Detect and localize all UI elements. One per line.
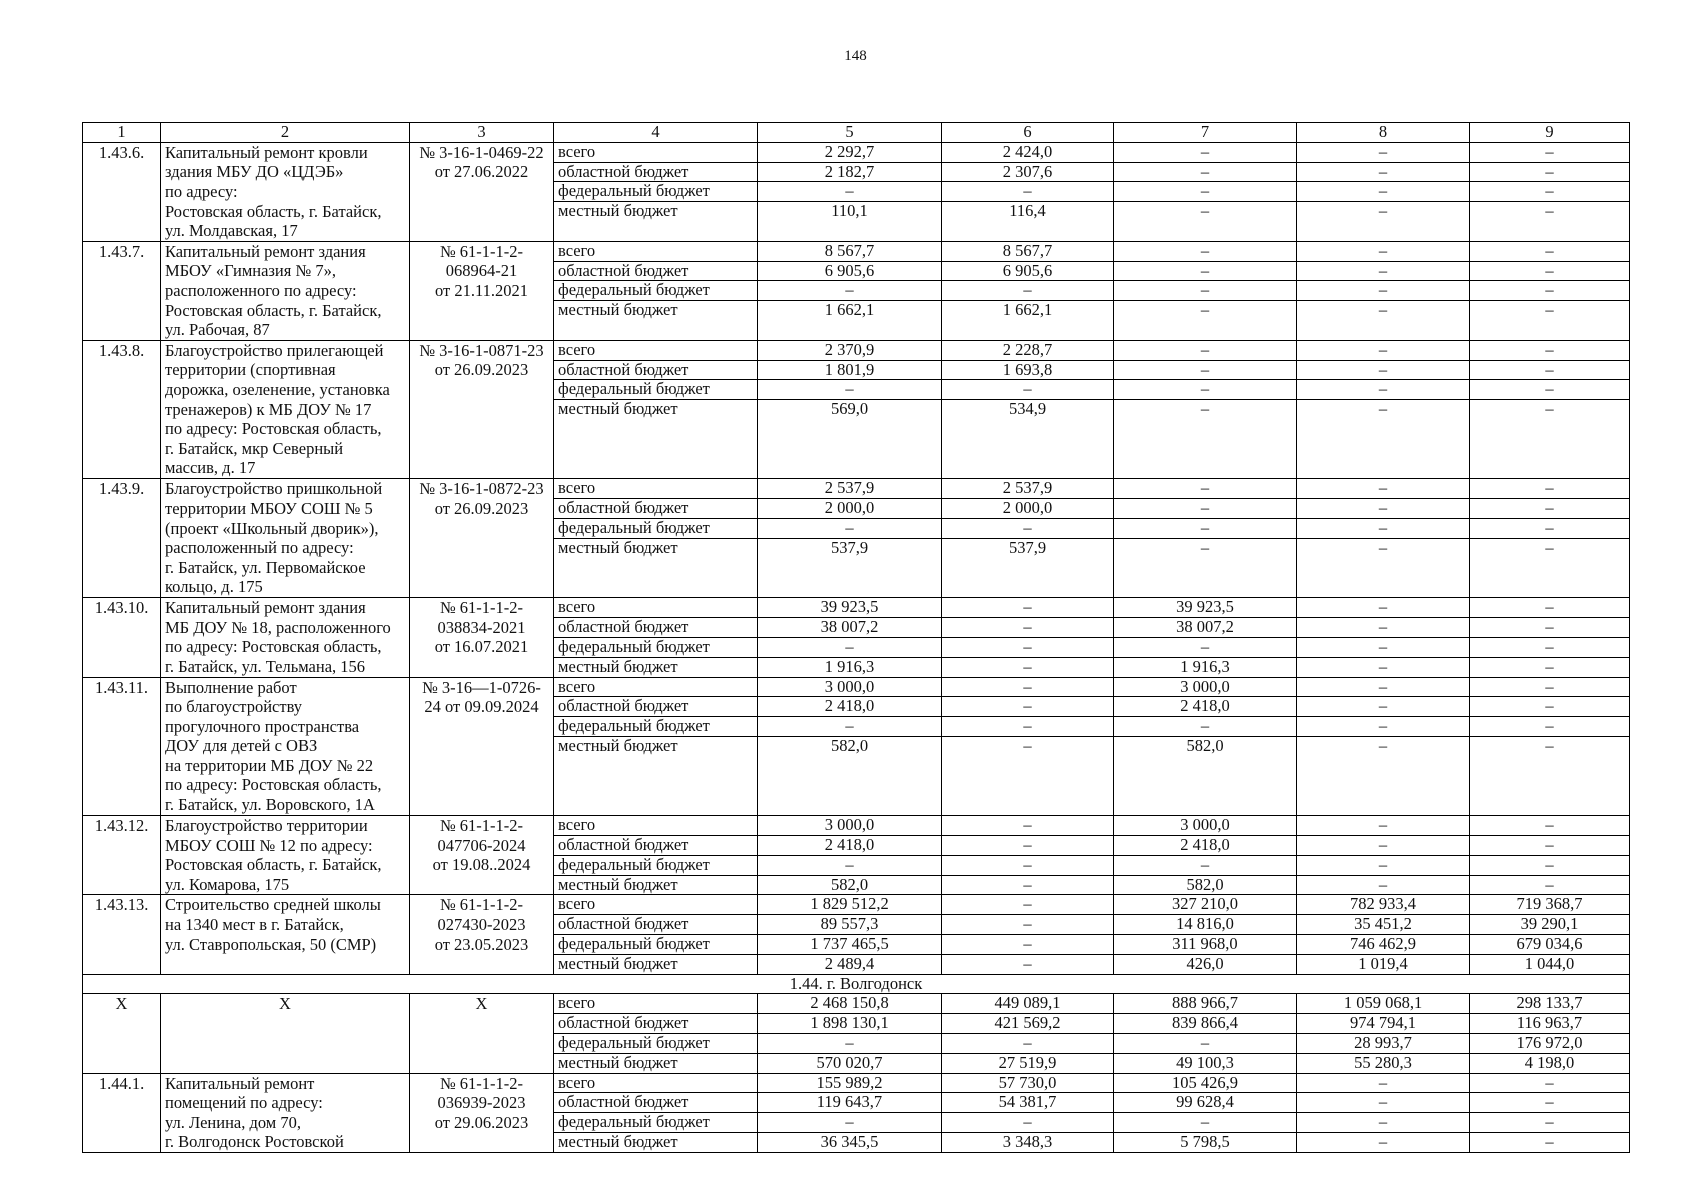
column-header: 5	[758, 123, 942, 143]
funding-value: –	[1470, 1133, 1630, 1153]
funding-source: областной бюджет	[554, 915, 758, 935]
funding-value: 14 816,0	[1114, 915, 1297, 935]
column-header: 6	[942, 123, 1114, 143]
funding-value: –	[1297, 875, 1470, 895]
column-header: 4	[554, 123, 758, 143]
funding-value: 36 345,5	[758, 1133, 942, 1153]
funding-value: 534,9	[942, 400, 1114, 479]
funding-source: местный бюджет	[554, 1133, 758, 1153]
funding-value: –	[1114, 479, 1297, 499]
funding-value: 2 182,7	[758, 162, 942, 182]
funding-value: 2 418,0	[1114, 835, 1297, 855]
item-description: Капитальный ремонт помещений по адресу: ул. Ленина, дом 70, г. Волгодонск Ростовской	[161, 1073, 410, 1152]
funding-value: –	[758, 182, 942, 202]
funding-value: –	[1297, 855, 1470, 875]
funding-value: 89 557,3	[758, 915, 942, 935]
funding-source: всего	[554, 994, 758, 1014]
item-row	[83, 241, 1630, 261]
funding-value: 569,0	[758, 400, 942, 479]
funding-source: местный бюджет	[554, 736, 758, 815]
funding-value: 421 569,2	[942, 1014, 1114, 1034]
funding-value: –	[1297, 1133, 1470, 1153]
item-number: 1.43.9.	[83, 479, 161, 598]
funding-value: –	[1297, 162, 1470, 182]
item-description: Капитальный ремонт кровли здания МБУ ДО «ЦДЭБ» по адресу: Ростовская область, г. Батайск, ул. Молдавская, 17	[161, 142, 410, 241]
funding-source: федеральный бюджет	[554, 281, 758, 301]
funding-value: –	[1470, 301, 1630, 341]
funding-source: федеральный бюджет	[554, 1113, 758, 1133]
item-description: Капитальный ремонт здания МБОУ «Гимназия № 7», расположенного по адресу: Ростовская область, г. Батайск, ул. Рабочая, 87	[161, 241, 410, 340]
funding-value: –	[1470, 261, 1630, 281]
funding-value: –	[942, 617, 1114, 637]
funding-value: 582,0	[758, 875, 942, 895]
funding-value: –	[1297, 301, 1470, 341]
funding-value: 1 662,1	[758, 301, 942, 341]
funding-value: 39 290,1	[1470, 915, 1630, 935]
funding-value: –	[942, 935, 1114, 955]
funding-value: –	[942, 1113, 1114, 1133]
funding-value: –	[1297, 142, 1470, 162]
funding-source: всего	[554, 598, 758, 618]
funding-value: –	[1470, 499, 1630, 519]
funding-source: местный бюджет	[554, 301, 758, 341]
funding-source: областной бюджет	[554, 697, 758, 717]
funding-value: 3 000,0	[1114, 816, 1297, 836]
funding-value: –	[1470, 1073, 1630, 1093]
column-header: 8	[1297, 123, 1470, 143]
budget-table	[82, 122, 1630, 1153]
funding-value: –	[1470, 736, 1630, 815]
item-document: № 61-1-1-2- 068964-21 от 21.11.2021	[410, 241, 554, 340]
funding-value: 974 794,1	[1297, 1014, 1470, 1034]
funding-source: местный бюджет	[554, 400, 758, 479]
funding-value: 54 381,7	[942, 1093, 1114, 1113]
funding-value: –	[942, 915, 1114, 935]
funding-value: –	[942, 954, 1114, 974]
item-number: 1.43.7.	[83, 241, 161, 340]
funding-value: 582,0	[1114, 875, 1297, 895]
funding-source: областной бюджет	[554, 261, 758, 281]
item-row	[83, 142, 1630, 162]
funding-value: –	[1297, 202, 1470, 242]
funding-value: –	[758, 1034, 942, 1054]
funding-source: федеральный бюджет	[554, 855, 758, 875]
funding-source: местный бюджет	[554, 538, 758, 597]
funding-value: 57 730,0	[942, 1073, 1114, 1093]
page-number: 148	[844, 48, 867, 64]
funding-value: –	[1470, 697, 1630, 717]
funding-value: –	[1470, 717, 1630, 737]
funding-source: всего	[554, 816, 758, 836]
funding-value: 570 020,7	[758, 1053, 942, 1073]
funding-value: 3 000,0	[758, 816, 942, 836]
item-row	[83, 340, 1630, 360]
funding-value: 746 462,9	[1297, 935, 1470, 955]
funding-source: местный бюджет	[554, 954, 758, 974]
funding-value: –	[1297, 241, 1470, 261]
funding-value: –	[942, 677, 1114, 697]
funding-value: 2 418,0	[758, 835, 942, 855]
funding-value: 2 292,7	[758, 142, 942, 162]
funding-value: 55 280,3	[1297, 1053, 1470, 1073]
funding-value: 327 210,0	[1114, 895, 1297, 915]
funding-value: –	[1297, 518, 1470, 538]
funding-value: –	[1114, 182, 1297, 202]
funding-value: –	[1470, 182, 1630, 202]
funding-value: –	[1114, 518, 1297, 538]
funding-value: 4 198,0	[1470, 1053, 1630, 1073]
item-number: 1.44.1.	[83, 1073, 161, 1152]
item-document: X	[410, 994, 554, 1073]
funding-value: –	[1297, 717, 1470, 737]
funding-value: –	[1470, 617, 1630, 637]
funding-source: областной бюджет	[554, 360, 758, 380]
item-description: Благоустройство территории МБОУ СОШ № 12 по адресу: Ростовская область, г. Батайск, ул. Комарова, 175	[161, 816, 410, 895]
funding-value: 5 798,5	[1114, 1133, 1297, 1153]
funding-value: –	[1470, 479, 1630, 499]
item-document: № 3-16-1-0872-23 от 26.09.2023	[410, 479, 554, 598]
funding-value: –	[1114, 637, 1297, 657]
funding-value: 839 866,4	[1114, 1014, 1297, 1034]
funding-source: областной бюджет	[554, 1093, 758, 1113]
funding-value: –	[942, 875, 1114, 895]
funding-value: 2 228,7	[942, 340, 1114, 360]
item-number: 1.43.10.	[83, 598, 161, 677]
funding-value: –	[942, 855, 1114, 875]
funding-value: 8 567,7	[942, 241, 1114, 261]
funding-value: –	[758, 380, 942, 400]
funding-value: 6 905,6	[942, 261, 1114, 281]
funding-value: 110,1	[758, 202, 942, 242]
funding-value: –	[758, 518, 942, 538]
funding-value: –	[1297, 261, 1470, 281]
funding-value: 2 537,9	[758, 479, 942, 499]
funding-value: –	[942, 598, 1114, 618]
funding-value: –	[1114, 241, 1297, 261]
funding-value: –	[1470, 657, 1630, 677]
funding-value: 888 966,7	[1114, 994, 1297, 1014]
funding-value: –	[1470, 241, 1630, 261]
funding-value: –	[1114, 1113, 1297, 1133]
item-row	[83, 479, 1630, 499]
funding-value: 1 662,1	[942, 301, 1114, 341]
funding-value: –	[1114, 301, 1297, 341]
funding-value: 1 693,8	[942, 360, 1114, 380]
funding-value: –	[1297, 598, 1470, 618]
item-document: № 61-1-1-2- 047706-2024 от 19.08..2024	[410, 816, 554, 895]
funding-value: 2 468 150,8	[758, 994, 942, 1014]
funding-value: –	[1470, 142, 1630, 162]
funding-value: –	[1114, 281, 1297, 301]
funding-value: 28 993,7	[1297, 1034, 1470, 1054]
funding-value: 1 829 512,2	[758, 895, 942, 915]
funding-value: 1 059 068,1	[1297, 994, 1470, 1014]
funding-value: –	[942, 697, 1114, 717]
funding-value: –	[1297, 1073, 1470, 1093]
funding-value: –	[1470, 518, 1630, 538]
header-row	[83, 123, 1630, 143]
funding-value: –	[1297, 499, 1470, 519]
funding-value: 582,0	[1114, 736, 1297, 815]
funding-source: всего	[554, 895, 758, 915]
item-document: № 3-16-1-0871-23 от 26.09.2023	[410, 340, 554, 479]
funding-value: –	[1470, 281, 1630, 301]
funding-value: –	[1297, 380, 1470, 400]
funding-value: –	[1470, 1113, 1630, 1133]
funding-value: 1 916,3	[1114, 657, 1297, 677]
item-row	[83, 895, 1630, 915]
funding-value: 537,9	[758, 538, 942, 597]
column-header: 3	[410, 123, 554, 143]
funding-value: 1 916,3	[758, 657, 942, 677]
funding-value: 39 923,5	[1114, 598, 1297, 618]
funding-value: –	[1297, 816, 1470, 836]
funding-value: 3 348,3	[942, 1133, 1114, 1153]
funding-value: 1 898 130,1	[758, 1014, 942, 1034]
funding-value: –	[1470, 677, 1630, 697]
item-document: № 3-16—1-0726- 24 от 09.09.2024	[410, 677, 554, 816]
funding-value: 35 451,2	[1297, 915, 1470, 935]
funding-value: –	[1470, 816, 1630, 836]
funding-value: 176 972,0	[1470, 1034, 1630, 1054]
funding-source: федеральный бюджет	[554, 637, 758, 657]
funding-value: 8 567,7	[758, 241, 942, 261]
funding-value: 2 424,0	[942, 142, 1114, 162]
funding-source: местный бюджет	[554, 202, 758, 242]
funding-value: –	[942, 736, 1114, 815]
funding-value: 537,9	[942, 538, 1114, 597]
funding-value: –	[1297, 479, 1470, 499]
funding-source: областной бюджет	[554, 617, 758, 637]
item-number: 1.43.12.	[83, 816, 161, 895]
funding-value: 116 963,7	[1470, 1014, 1630, 1034]
funding-value: –	[1297, 400, 1470, 479]
section-row	[83, 974, 1630, 994]
funding-value: –	[1470, 855, 1630, 875]
funding-value: –	[1297, 182, 1470, 202]
funding-value: 1 737 465,5	[758, 935, 942, 955]
funding-value: –	[1297, 340, 1470, 360]
funding-value: –	[942, 895, 1114, 915]
funding-value: –	[942, 816, 1114, 836]
funding-value: 426,0	[1114, 954, 1297, 974]
funding-value: 2 000,0	[942, 499, 1114, 519]
funding-value: –	[1470, 400, 1630, 479]
funding-value: –	[942, 281, 1114, 301]
funding-value: –	[1470, 380, 1630, 400]
funding-value: –	[942, 835, 1114, 855]
funding-value: –	[1297, 281, 1470, 301]
funding-value: 1 019,4	[1297, 954, 1470, 974]
item-description: X	[161, 994, 410, 1073]
funding-value: 2 370,9	[758, 340, 942, 360]
funding-value: –	[1114, 380, 1297, 400]
item-document: № 61-1-1-2- 036939-2023 от 29.06.2023	[410, 1073, 554, 1152]
funding-value: 782 933,4	[1297, 895, 1470, 915]
funding-value: –	[942, 1034, 1114, 1054]
funding-source: областной бюджет	[554, 162, 758, 182]
item-number: 1.43.11.	[83, 677, 161, 816]
funding-value: –	[942, 518, 1114, 538]
funding-value: –	[1114, 717, 1297, 737]
funding-value: –	[1114, 202, 1297, 242]
funding-value: –	[1297, 1113, 1470, 1133]
funding-value: –	[1114, 360, 1297, 380]
funding-value: 1 801,9	[758, 360, 942, 380]
funding-source: областной бюджет	[554, 499, 758, 519]
item-description: Благоустройство прилегающей территории (спортивная дорожка, озеленение, установка тренажеров) к МБ ДОУ № 17 по адресу: Ростовская область, г. Батайск, мкр Северный массив, д. 17	[161, 340, 410, 479]
funding-value: 155 989,2	[758, 1073, 942, 1093]
funding-source: местный бюджет	[554, 1053, 758, 1073]
item-document: № 61-1-1-2- 027430-2023 от 23.05.2023	[410, 895, 554, 974]
funding-value: 2 418,0	[1114, 697, 1297, 717]
funding-source: федеральный бюджет	[554, 518, 758, 538]
funding-value: –	[1297, 677, 1470, 697]
item-description: Строительство средней школы на 1340 мест в г. Батайск, ул. Ставропольская, 50 (СМР)	[161, 895, 410, 974]
funding-value: 582,0	[758, 736, 942, 815]
funding-value: –	[942, 380, 1114, 400]
funding-value: –	[1114, 261, 1297, 281]
funding-value: –	[942, 637, 1114, 657]
funding-value: 311 968,0	[1114, 935, 1297, 955]
funding-value: –	[1297, 697, 1470, 717]
funding-value: –	[1297, 637, 1470, 657]
funding-value: –	[1470, 202, 1630, 242]
funding-value: –	[1470, 637, 1630, 657]
funding-source: всего	[554, 479, 758, 499]
funding-value: –	[1470, 538, 1630, 597]
funding-value: –	[758, 717, 942, 737]
funding-value: 38 007,2	[1114, 617, 1297, 637]
funding-value: 49 100,3	[1114, 1053, 1297, 1073]
item-description: Выполнение работ по благоустройству прогулочного пространства ДОУ для детей с ОВЗ на территории МБ ДОУ № 22 по адресу: Ростовская область, г. Батайск, ул. Воровского, 1А	[161, 677, 410, 816]
funding-source: местный бюджет	[554, 657, 758, 677]
funding-value: 1 044,0	[1470, 954, 1630, 974]
section-title: 1.44. г. Волгодонск	[83, 974, 1630, 994]
funding-value: –	[942, 717, 1114, 737]
item-number: X	[83, 994, 161, 1073]
funding-value: –	[942, 182, 1114, 202]
funding-value: –	[1297, 538, 1470, 597]
funding-source: федеральный бюджет	[554, 380, 758, 400]
funding-value: 39 923,5	[758, 598, 942, 618]
funding-source: всего	[554, 340, 758, 360]
funding-value: 2 537,9	[942, 479, 1114, 499]
funding-value: 6 905,6	[758, 261, 942, 281]
item-description: Благоустройство пришкольной территории МБОУ СОШ № 5 (проект «Школьный дворик»), расположенный по адресу: г. Батайск, ул. Первомайское кольцо, д. 175	[161, 479, 410, 598]
funding-value: –	[1114, 1034, 1297, 1054]
funding-value: –	[1114, 162, 1297, 182]
table-body	[83, 123, 1630, 1153]
funding-value: –	[1470, 1093, 1630, 1113]
funding-value: –	[1297, 835, 1470, 855]
funding-value: 719 368,7	[1470, 895, 1630, 915]
funding-source: всего	[554, 677, 758, 697]
funding-value: –	[942, 657, 1114, 677]
item-number: 1.43.13.	[83, 895, 161, 974]
item-row	[83, 677, 1630, 697]
funding-value: 99 628,4	[1114, 1093, 1297, 1113]
column-header: 7	[1114, 123, 1297, 143]
funding-value: 2 307,6	[942, 162, 1114, 182]
column-header: 1	[83, 123, 161, 143]
column-header: 2	[161, 123, 410, 143]
funding-value: –	[1297, 736, 1470, 815]
funding-value: –	[1114, 855, 1297, 875]
funding-value: –	[1297, 360, 1470, 380]
funding-value: –	[1114, 142, 1297, 162]
funding-value: –	[1470, 340, 1630, 360]
funding-value: 3 000,0	[758, 677, 942, 697]
item-row	[83, 816, 1630, 836]
funding-value: 2 000,0	[758, 499, 942, 519]
funding-source: областной бюджет	[554, 1014, 758, 1034]
funding-value: –	[1297, 617, 1470, 637]
funding-value: 2 489,4	[758, 954, 942, 974]
column-header: 9	[1470, 123, 1630, 143]
funding-value: 119 643,7	[758, 1093, 942, 1113]
funding-value: –	[1470, 875, 1630, 895]
item-description: Капитальный ремонт здания МБ ДОУ № 18, расположенного по адресу: Ростовская область, г. Батайск, ул. Тельмана, 156	[161, 598, 410, 677]
funding-source: всего	[554, 1073, 758, 1093]
funding-value: –	[758, 637, 942, 657]
funding-value: 105 426,9	[1114, 1073, 1297, 1093]
funding-value: –	[1114, 400, 1297, 479]
funding-value: 38 007,2	[758, 617, 942, 637]
funding-value: –	[1470, 598, 1630, 618]
item-number: 1.43.8.	[83, 340, 161, 479]
funding-value: 27 519,9	[942, 1053, 1114, 1073]
funding-value: –	[1470, 360, 1630, 380]
item-document: № 3-16-1-0469-22 от 27.06.2022	[410, 142, 554, 241]
funding-value: –	[758, 281, 942, 301]
funding-value: 679 034,6	[1470, 935, 1630, 955]
funding-value: 3 000,0	[1114, 677, 1297, 697]
funding-source: местный бюджет	[554, 875, 758, 895]
funding-value: 298 133,7	[1470, 994, 1630, 1014]
funding-value: –	[1470, 835, 1630, 855]
funding-value: 449 089,1	[942, 994, 1114, 1014]
item-row	[83, 1073, 1630, 1093]
funding-value: –	[1114, 499, 1297, 519]
item-document: № 61-1-1-2- 038834-2021 от 16.07.2021	[410, 598, 554, 677]
funding-value: –	[1114, 340, 1297, 360]
item-number: 1.43.6.	[83, 142, 161, 241]
funding-source: всего	[554, 142, 758, 162]
funding-source: федеральный бюджет	[554, 1034, 758, 1054]
funding-value: –	[1297, 1093, 1470, 1113]
funding-source: федеральный бюджет	[554, 717, 758, 737]
item-row	[83, 994, 1630, 1014]
funding-value: –	[1470, 162, 1630, 182]
funding-value: 116,4	[942, 202, 1114, 242]
funding-value: –	[758, 1113, 942, 1133]
funding-value: –	[1114, 538, 1297, 597]
funding-value: –	[758, 855, 942, 875]
funding-value: 2 418,0	[758, 697, 942, 717]
funding-source: областной бюджет	[554, 835, 758, 855]
funding-source: всего	[554, 241, 758, 261]
item-row	[83, 598, 1630, 618]
funding-value: –	[1297, 657, 1470, 677]
funding-source: федеральный бюджет	[554, 935, 758, 955]
funding-source: федеральный бюджет	[554, 182, 758, 202]
